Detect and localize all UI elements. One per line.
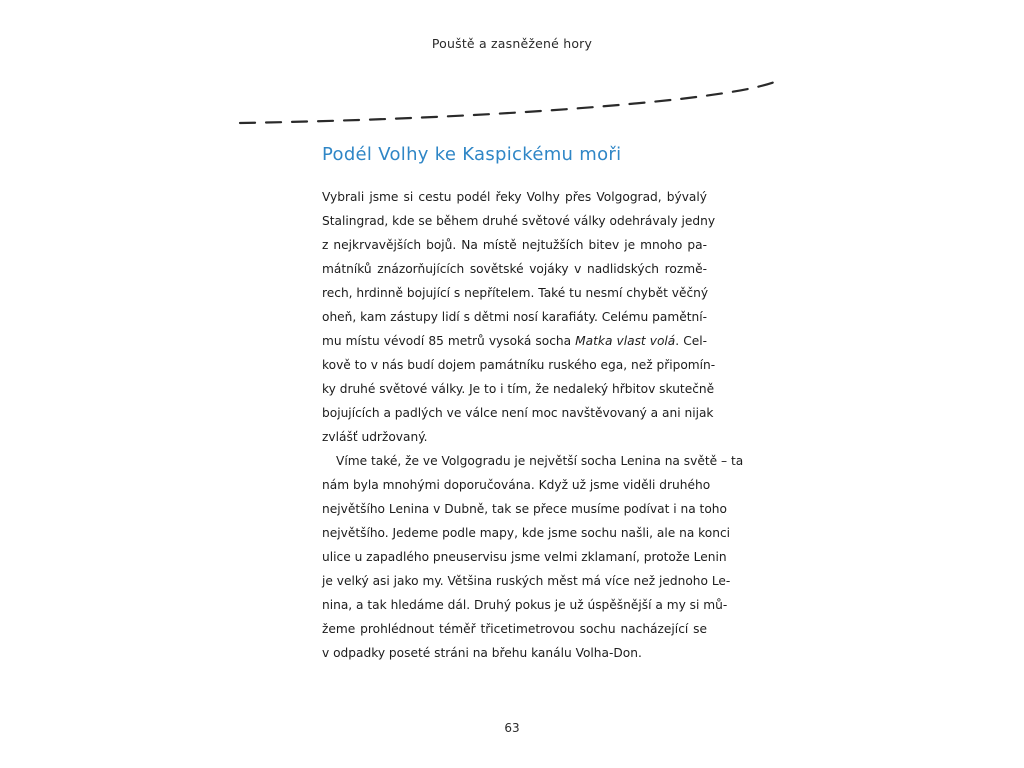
- text-line: žeme prohlédnout téměř třicetimetrovou sochu nacházející se: [322, 622, 707, 636]
- paragraph-2: [322, 449, 744, 665]
- text-line: [322, 329, 707, 353]
- text-line: oheň, kam zástupy lidí s dětmi nosí karafiáty. Celému pamětní-: [322, 310, 707, 324]
- running-head: Pouště a zasněžené hory: [431, 36, 593, 51]
- chapter-title: Podél Volhy ke Kaspickému moři: [322, 144, 622, 165]
- text-line: největšího Lenina v Dubně, tak se přece musíme podívat i na toho: [322, 502, 727, 516]
- text-line: nina, a tak hledáme dál. Druhý pokus je už úspěšnější a my si mů-: [322, 598, 728, 612]
- body-text: [322, 185, 744, 665]
- text-line: kově to v nás budí dojem památníku ruského ega, než připomín-: [322, 358, 716, 372]
- text-line: největšího. Jedeme podle mapy, kde jsme sochu našli, ale na konci: [322, 526, 731, 540]
- text-line: v odpadky poseté stráni na břehu kanálu Volha-Don.: [322, 646, 642, 660]
- text-line: Stalingrad, kde se během druhé světové války odehrávaly jedny: [322, 214, 716, 228]
- text-line: rech, hrdinně bojující s nepřítelem. Také tu nesmí chybět věčný: [322, 286, 709, 300]
- text-line: Víme také, že ve Volgogradu je největší socha Lenina na světě – ta: [336, 454, 744, 468]
- text-line: zvlášť udržovaný.: [322, 430, 428, 444]
- paragraph-1: [322, 185, 716, 449]
- italic-title: Matka vlast volá: [575, 334, 676, 348]
- dashed-divider: [230, 72, 790, 132]
- page-number: 63: [504, 721, 520, 735]
- text-line: bojujících a padlých ve válce není moc navštěvovaný a ani nijak: [322, 406, 714, 420]
- text-segment: mu místu vévodí 85 metrů vysoká socha: [322, 334, 576, 348]
- text-line: ulice u zapadlého pneuservisu jsme velmi zklamaní, protože Lenin: [322, 550, 727, 564]
- text-line: z nejkrvavějších bojů. Na místě nejtužších bitev je mnoho pa-: [322, 238, 707, 252]
- text-line: Vybrali jsme si cestu podél řeky Volhy přes Volgograd, bývalý: [322, 190, 707, 204]
- text-line: nám byla mnohými doporučována. Když už jsme viděli druhého: [322, 478, 711, 492]
- text-line: mátníků znázorňujících sovětské vojáky v nadlidských rozmě-: [322, 262, 707, 276]
- text-segment: . Cel-: [675, 334, 707, 348]
- text-line: ky druhé světové války. Je to i tím, že nedaleký hřbitov skutečně: [322, 382, 715, 396]
- text-line: je velký asi jako my. Většina ruských měst má více než jednoho Le-: [322, 574, 731, 588]
